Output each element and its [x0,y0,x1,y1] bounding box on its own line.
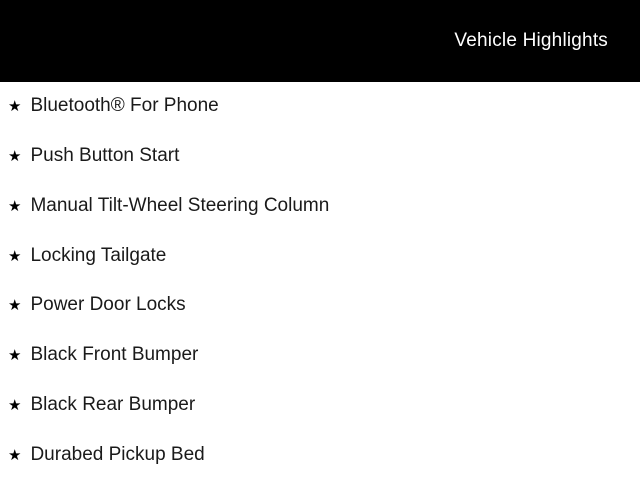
star-icon: ★ [8,247,22,265]
feature-label: Black Rear Bumper [30,393,196,415]
star-icon: ★ [8,197,22,215]
feature-label: Bluetooth® For Phone [30,95,219,117]
star-icon: ★ [8,396,22,414]
feature-list-item [0,281,640,331]
star-icon: ★ [8,446,22,464]
feature-list-item [0,182,640,232]
feature-label: Manual Tilt-Wheel Steering Column [30,194,330,216]
feature-list [0,82,640,480]
feature-label: Durabed Pickup Bed [30,443,205,465]
feature-list-item [0,82,640,132]
feature-label: Black Front Bumper [30,344,199,366]
feature-list-item [0,331,640,381]
feature-list-item [0,132,640,182]
star-icon: ★ [8,297,22,315]
feature-label: Push Button Start [30,145,180,167]
header-bar [0,0,640,82]
page-title: Vehicle Highlights [454,30,608,51]
feature-list-item [0,381,640,431]
star-icon: ★ [8,148,22,166]
feature-list-item [0,231,640,281]
star-icon: ★ [8,347,22,365]
star-icon: ★ [8,98,22,116]
feature-label: Locking Tailgate [30,244,167,266]
feature-list-item [0,430,640,480]
feature-label: Power Door Locks [30,294,186,316]
